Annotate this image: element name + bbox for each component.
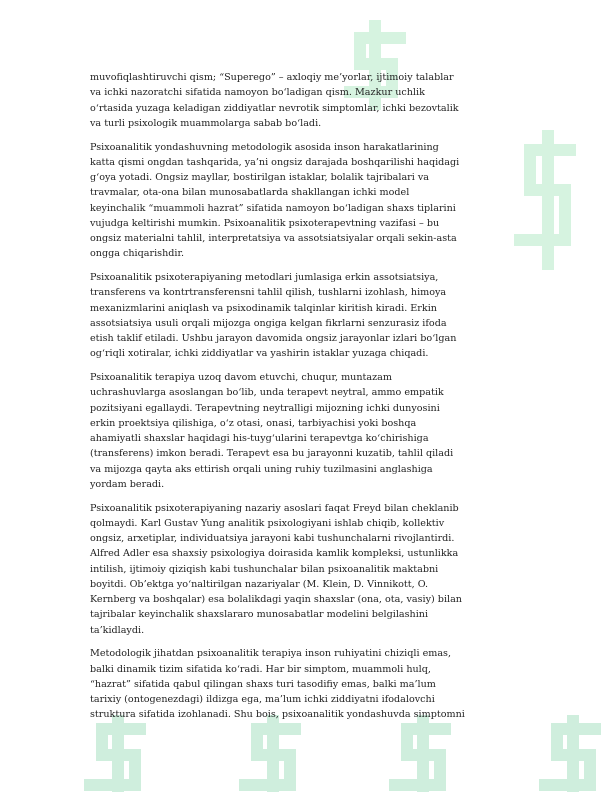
watermark-dollar-icon xyxy=(535,715,605,792)
paragraph-3: Psixoanalitik psixoterapiyaning metodlari jumlasiga erkin assotsiatsiya, transferens va kontrtransferensni tahlil qilish, tushlarni izohlash, himoya mexanizmlarini aniqlash va psixodinamik talqinlar kiritish kiradi. Erkin assotsiatsiya usuli orqali mijozga ongiga kelgan fikrlarni senzurasiz ifoda etish taklif etiladi. Ushbu jarayon davomida ongsiz jarayonlar izlari bo‘lgan og‘riqli xotiralar, ichki ziddiyatlar va yashirin istaklar yuzaga chiqadi. xyxy=(90,272,457,360)
paragraph-5: Psixoanalitik psixoterapiyaning nazariy asoslari faqat Freyd bilan cheklanib qolmaydi. Karl Gustav Yung analitik psixologiyani ishlab chiqib, kollektiv ongsiz, arxetiplar, individuatsiya jarayoni kabi tushunchalarni rivojlantirdi. Alfred Adler esa shaxsiy psixologiya doirasida kamlik kompleksi, ustunlikka intilish, ijtimoiy qiziqish kabi tushunchalar bilan psixoanalitik maktabni boyitdi. Ob’ektga yo‘naltirilgan nazariyalar (M. Klein, D. Vinnikott, O. Kernberg va boshqalar) esa bolalikdagi yaqin shaxslar (ona, ota, vasiy) bilan tajribalar keyinchalik shaxslararo munosabatlar modelini belgilashini ta’kidlaydi. xyxy=(90,502,462,636)
paragraph-2: Psixoanalitik yondashuvning metodologik asosida inson harakatlarining katta qismi ongdan tashqarida, ya’ni ongsiz darajada boshqarilishi haqidagi g‘oya yotadi. Ongsiz mayllar, bostirilgan istaklar, bolalik tajribalari va travmalar, ota-ona bilan munosabatlarda shakllangan ichki model keyinchalik “muammoli hazrat” sifatida namoyon bo‘ladigan shaxs tiplarini vujudga keltirishi mumkin. Psixoanalitik psixoterapevtning vazifasi – bu ongsiz materialni tahlil, interpretatsiya va assotsiatsiyalar orqali sekin-asta ongga chiqarishdir. xyxy=(90,141,460,260)
paragraph-6: Metodologik jihatdan psixoanalitik terapiya inson ruhiyatini chiziqli emas, balki dinamik tizim sifatida ko‘radi. Har bir simptom, muammoli hulq, “hazrat” sifatida qabul qilingan shaxs turi tasodifiy emas, balki ma’lum tarixiy (ontogenezdagi) ildizga ega, ma’lum ichki ziddiyatni ifodalovchi struktura sifatida izohlanadi. Shu bois, psixoanalitik yondashuvda simptomni xyxy=(90,648,465,721)
paragraph-4: Psixoanalitik terapiya uzoq davom etuvchi, chuqur, muntazam uchrashuvlarga asoslangan bo‘lib, unda terapevt neytral, ammo empatik pozitsiyani egallaydi. Terapevtning neytralligi mijozning ichki dunyosini erkin proektsiya qilishiga, o‘z otasi, onasi, tarbiyachisi yoki boshqa ahamiyatli shaxslar haqidagi his-tuyg‘ularini terapevtga ko‘chirishiga (transferens) imkon beradi. Terapevt esa bu jarayonni kuzatib, tahlil qiladi va mijozga qayta aks ettirish orqali uning ruhiy tuzilmasini anglashiga yordam beradi. xyxy=(90,372,454,490)
document-body xyxy=(90,70,522,731)
paragraph-1: muvofiqlashtiruvchi qism; “Superego” – axloqiy me’yorlar, ijtimoiy talablar va ichki nazoratchi sifatida namoyon bo‘ladigan qism. Mazkur uchlik o‘rtasida yuzaga keladigan ziddiyatlar nevrotik simptomlar, ichki bezovtalik va turli psixologik muammolarga sabab bo‘ladi. xyxy=(90,72,459,129)
